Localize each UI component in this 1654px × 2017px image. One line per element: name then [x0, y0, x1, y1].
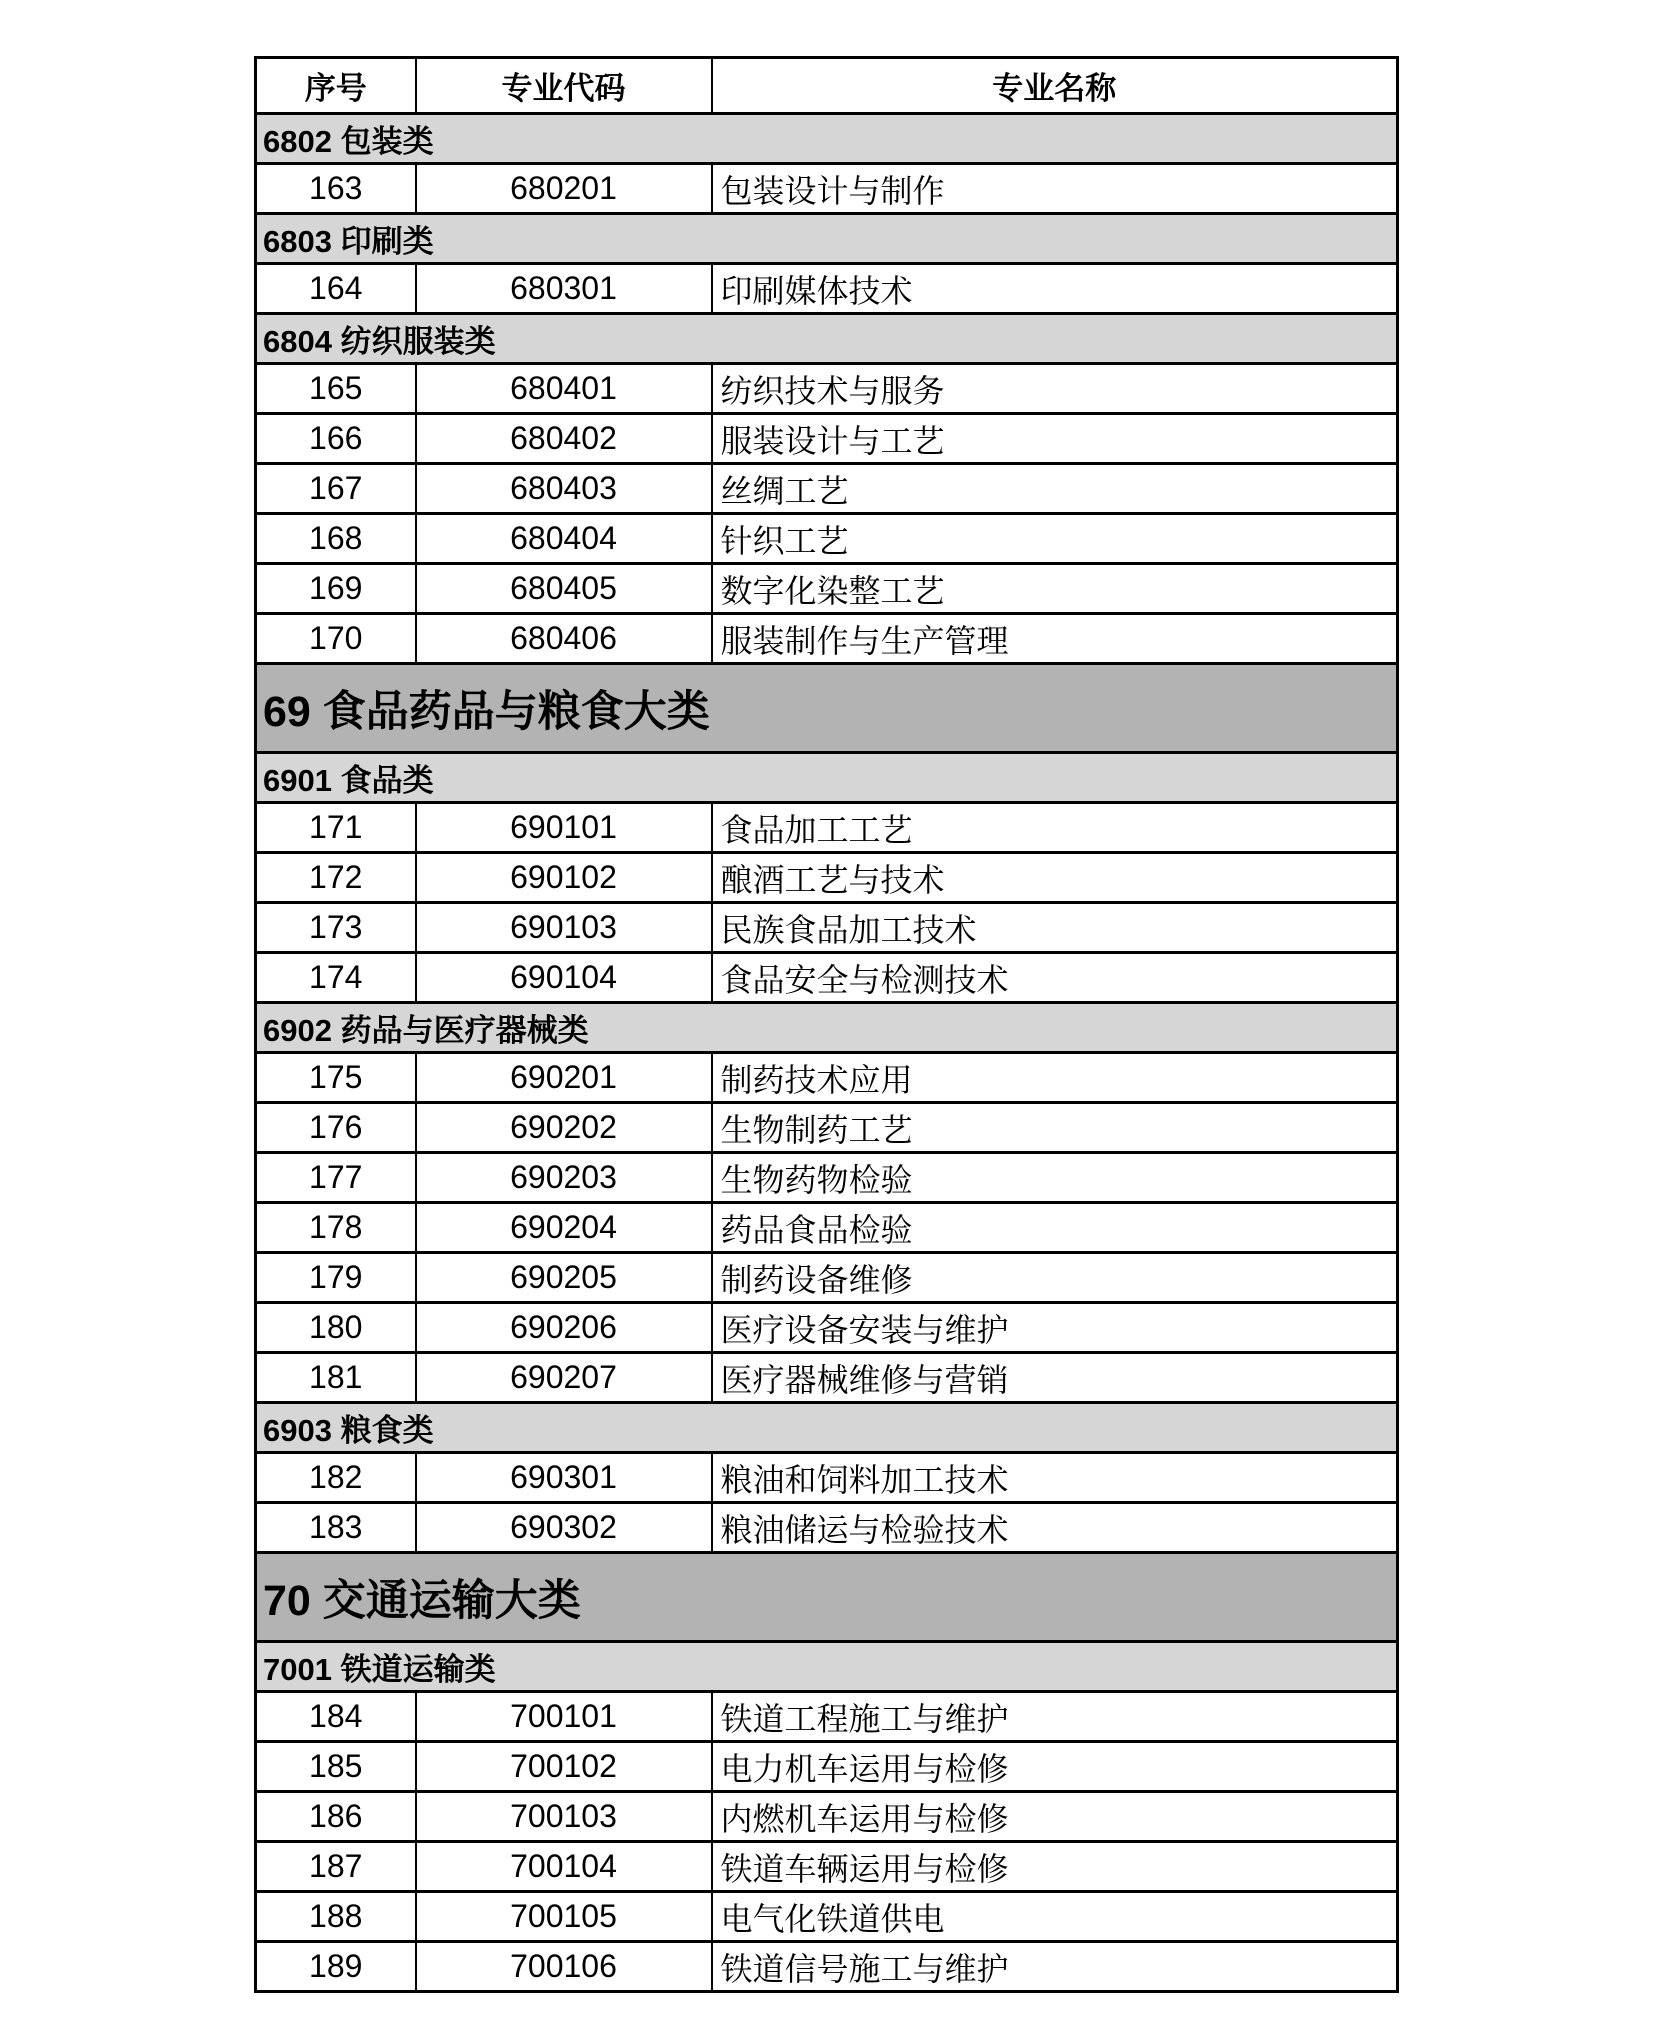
- table-row: [256, 514, 1398, 564]
- category-header-label: 6803 印刷类: [256, 214, 1398, 264]
- seq-cell: 171: [256, 803, 416, 853]
- code-cell: 690302: [416, 1503, 712, 1553]
- table-row: [256, 1053, 1398, 1103]
- major-name-cell: 印刷媒体技术: [712, 264, 1398, 314]
- category-header-row: [256, 214, 1398, 264]
- category-header-label: 6901 食品类: [256, 753, 1398, 803]
- table-row: [256, 1692, 1398, 1742]
- table-row: [256, 564, 1398, 614]
- major-name-cell: 纺织技术与服务: [712, 364, 1398, 414]
- code-cell: 680401: [416, 364, 712, 414]
- major-name-cell: 食品安全与检测技术: [712, 953, 1398, 1003]
- major-name-cell: 服装设计与工艺: [712, 414, 1398, 464]
- seq-cell: 172: [256, 853, 416, 903]
- section-header-row: [256, 664, 1398, 753]
- table-row: [256, 364, 1398, 414]
- code-cell: 680403: [416, 464, 712, 514]
- category-header-row: [256, 1403, 1398, 1453]
- seq-cell: 188: [256, 1892, 416, 1942]
- seq-cell: 170: [256, 614, 416, 664]
- section-header-row: [256, 1553, 1398, 1642]
- major-name-cell: 铁道车辆运用与检修: [712, 1842, 1398, 1892]
- major-name-cell: 数字化染整工艺: [712, 564, 1398, 614]
- category-header-label: 7001 铁道运输类: [256, 1642, 1398, 1692]
- table-row: [256, 614, 1398, 664]
- major-name-cell: 药品食品检验: [712, 1203, 1398, 1253]
- code-cell: 690206: [416, 1303, 712, 1353]
- table-row: [256, 264, 1398, 314]
- category-header-label: 6903 粮食类: [256, 1403, 1398, 1453]
- code-cell: 690202: [416, 1103, 712, 1153]
- code-cell: 690103: [416, 903, 712, 953]
- code-cell: 690201: [416, 1053, 712, 1103]
- seq-cell: 182: [256, 1453, 416, 1503]
- category-header-row: [256, 1642, 1398, 1692]
- header-row: [256, 58, 1398, 114]
- code-cell: 700106: [416, 1942, 712, 1992]
- major-name-cell: 生物药物检验: [712, 1153, 1398, 1203]
- major-name-cell: 制药设备维修: [712, 1253, 1398, 1303]
- code-cell: 690101: [416, 803, 712, 853]
- code-cell: 690104: [416, 953, 712, 1003]
- table-row: [256, 1842, 1398, 1892]
- major-name-cell: 丝绸工艺: [712, 464, 1398, 514]
- category-header-label: 6802 包装类: [256, 114, 1398, 164]
- table-row: [256, 1203, 1398, 1253]
- table-row: [256, 1353, 1398, 1403]
- code-cell: 700101: [416, 1692, 712, 1742]
- major-name-cell: 服装制作与生产管理: [712, 614, 1398, 664]
- seq-cell: 178: [256, 1203, 416, 1253]
- seq-cell: 165: [256, 364, 416, 414]
- seq-cell: 174: [256, 953, 416, 1003]
- seq-cell: 181: [256, 1353, 416, 1403]
- majors-table: [254, 56, 1399, 1993]
- code-cell: 680405: [416, 564, 712, 614]
- seq-cell: 163: [256, 164, 416, 214]
- major-name-cell: 电气化铁道供电: [712, 1892, 1398, 1942]
- code-cell: 690204: [416, 1203, 712, 1253]
- table-row: [256, 853, 1398, 903]
- seq-cell: 186: [256, 1792, 416, 1842]
- seq-cell: 189: [256, 1942, 416, 1992]
- table-row: [256, 1103, 1398, 1153]
- seq-cell: 180: [256, 1303, 416, 1353]
- seq-cell: 177: [256, 1153, 416, 1203]
- major-name-cell: 内燃机车运用与检修: [712, 1792, 1398, 1842]
- seq-cell: 173: [256, 903, 416, 953]
- table-row: [256, 1253, 1398, 1303]
- code-cell: 690102: [416, 853, 712, 903]
- table-header: [256, 58, 1398, 114]
- table-row: [256, 903, 1398, 953]
- seq-cell: 185: [256, 1742, 416, 1792]
- category-header-row: [256, 314, 1398, 364]
- code-cell: 690301: [416, 1453, 712, 1503]
- code-cell: 690205: [416, 1253, 712, 1303]
- table-row: [256, 803, 1398, 853]
- table-row: [256, 1303, 1398, 1353]
- category-header-row: [256, 114, 1398, 164]
- code-cell: 680201: [416, 164, 712, 214]
- category-header-label: 6902 药品与医疗器械类: [256, 1003, 1398, 1053]
- major-name-cell: 生物制药工艺: [712, 1103, 1398, 1153]
- seq-cell: 187: [256, 1842, 416, 1892]
- major-name-cell: 粮油储运与检验技术: [712, 1503, 1398, 1553]
- major-name-cell: 铁道工程施工与维护: [712, 1692, 1398, 1742]
- major-name-cell: 医疗器械维修与营销: [712, 1353, 1398, 1403]
- code-cell: 690207: [416, 1353, 712, 1403]
- code-cell: 680406: [416, 614, 712, 664]
- table-row: [256, 953, 1398, 1003]
- code-cell: 700105: [416, 1892, 712, 1942]
- column-header-name: 专业名称: [712, 58, 1398, 114]
- section-header-label: 70 交通运输大类: [256, 1553, 1398, 1642]
- table-row: [256, 414, 1398, 464]
- code-cell: 680301: [416, 264, 712, 314]
- table-row: [256, 1892, 1398, 1942]
- seq-cell: 169: [256, 564, 416, 614]
- major-name-cell: 制药技术应用: [712, 1053, 1398, 1103]
- seq-cell: 175: [256, 1053, 416, 1103]
- category-header-row: [256, 753, 1398, 803]
- seq-cell: 166: [256, 414, 416, 464]
- code-cell: 680404: [416, 514, 712, 564]
- major-name-cell: 包装设计与制作: [712, 164, 1398, 214]
- category-header-label: 6804 纺织服装类: [256, 314, 1398, 364]
- table-row: [256, 1153, 1398, 1203]
- seq-cell: 168: [256, 514, 416, 564]
- major-name-cell: 铁道信号施工与维护: [712, 1942, 1398, 1992]
- seq-cell: 164: [256, 264, 416, 314]
- seq-cell: 179: [256, 1253, 416, 1303]
- code-cell: 700104: [416, 1842, 712, 1892]
- code-cell: 700103: [416, 1792, 712, 1842]
- major-name-cell: 民族食品加工技术: [712, 903, 1398, 953]
- major-name-cell: 食品加工工艺: [712, 803, 1398, 853]
- seq-cell: 184: [256, 1692, 416, 1742]
- table-body: [256, 114, 1398, 1992]
- table-row: [256, 1942, 1398, 1992]
- table-row: [256, 464, 1398, 514]
- code-cell: 690203: [416, 1153, 712, 1203]
- table-row: [256, 164, 1398, 214]
- code-cell: 680402: [416, 414, 712, 464]
- code-cell: 700102: [416, 1742, 712, 1792]
- category-header-row: [256, 1003, 1398, 1053]
- column-header-code: 专业代码: [416, 58, 712, 114]
- major-name-cell: 医疗设备安装与维护: [712, 1303, 1398, 1353]
- table-row: [256, 1453, 1398, 1503]
- major-name-cell: 酿酒工艺与技术: [712, 853, 1398, 903]
- table-row: [256, 1792, 1398, 1842]
- seq-cell: 183: [256, 1503, 416, 1553]
- seq-cell: 176: [256, 1103, 416, 1153]
- seq-cell: 167: [256, 464, 416, 514]
- table-row: [256, 1742, 1398, 1792]
- major-name-cell: 粮油和饲料加工技术: [712, 1453, 1398, 1503]
- table-row: [256, 1503, 1398, 1553]
- section-header-label: 69 食品药品与粮食大类: [256, 664, 1398, 753]
- major-name-cell: 针织工艺: [712, 514, 1398, 564]
- major-name-cell: 电力机车运用与检修: [712, 1742, 1398, 1792]
- column-header-seq: 序号: [256, 58, 416, 114]
